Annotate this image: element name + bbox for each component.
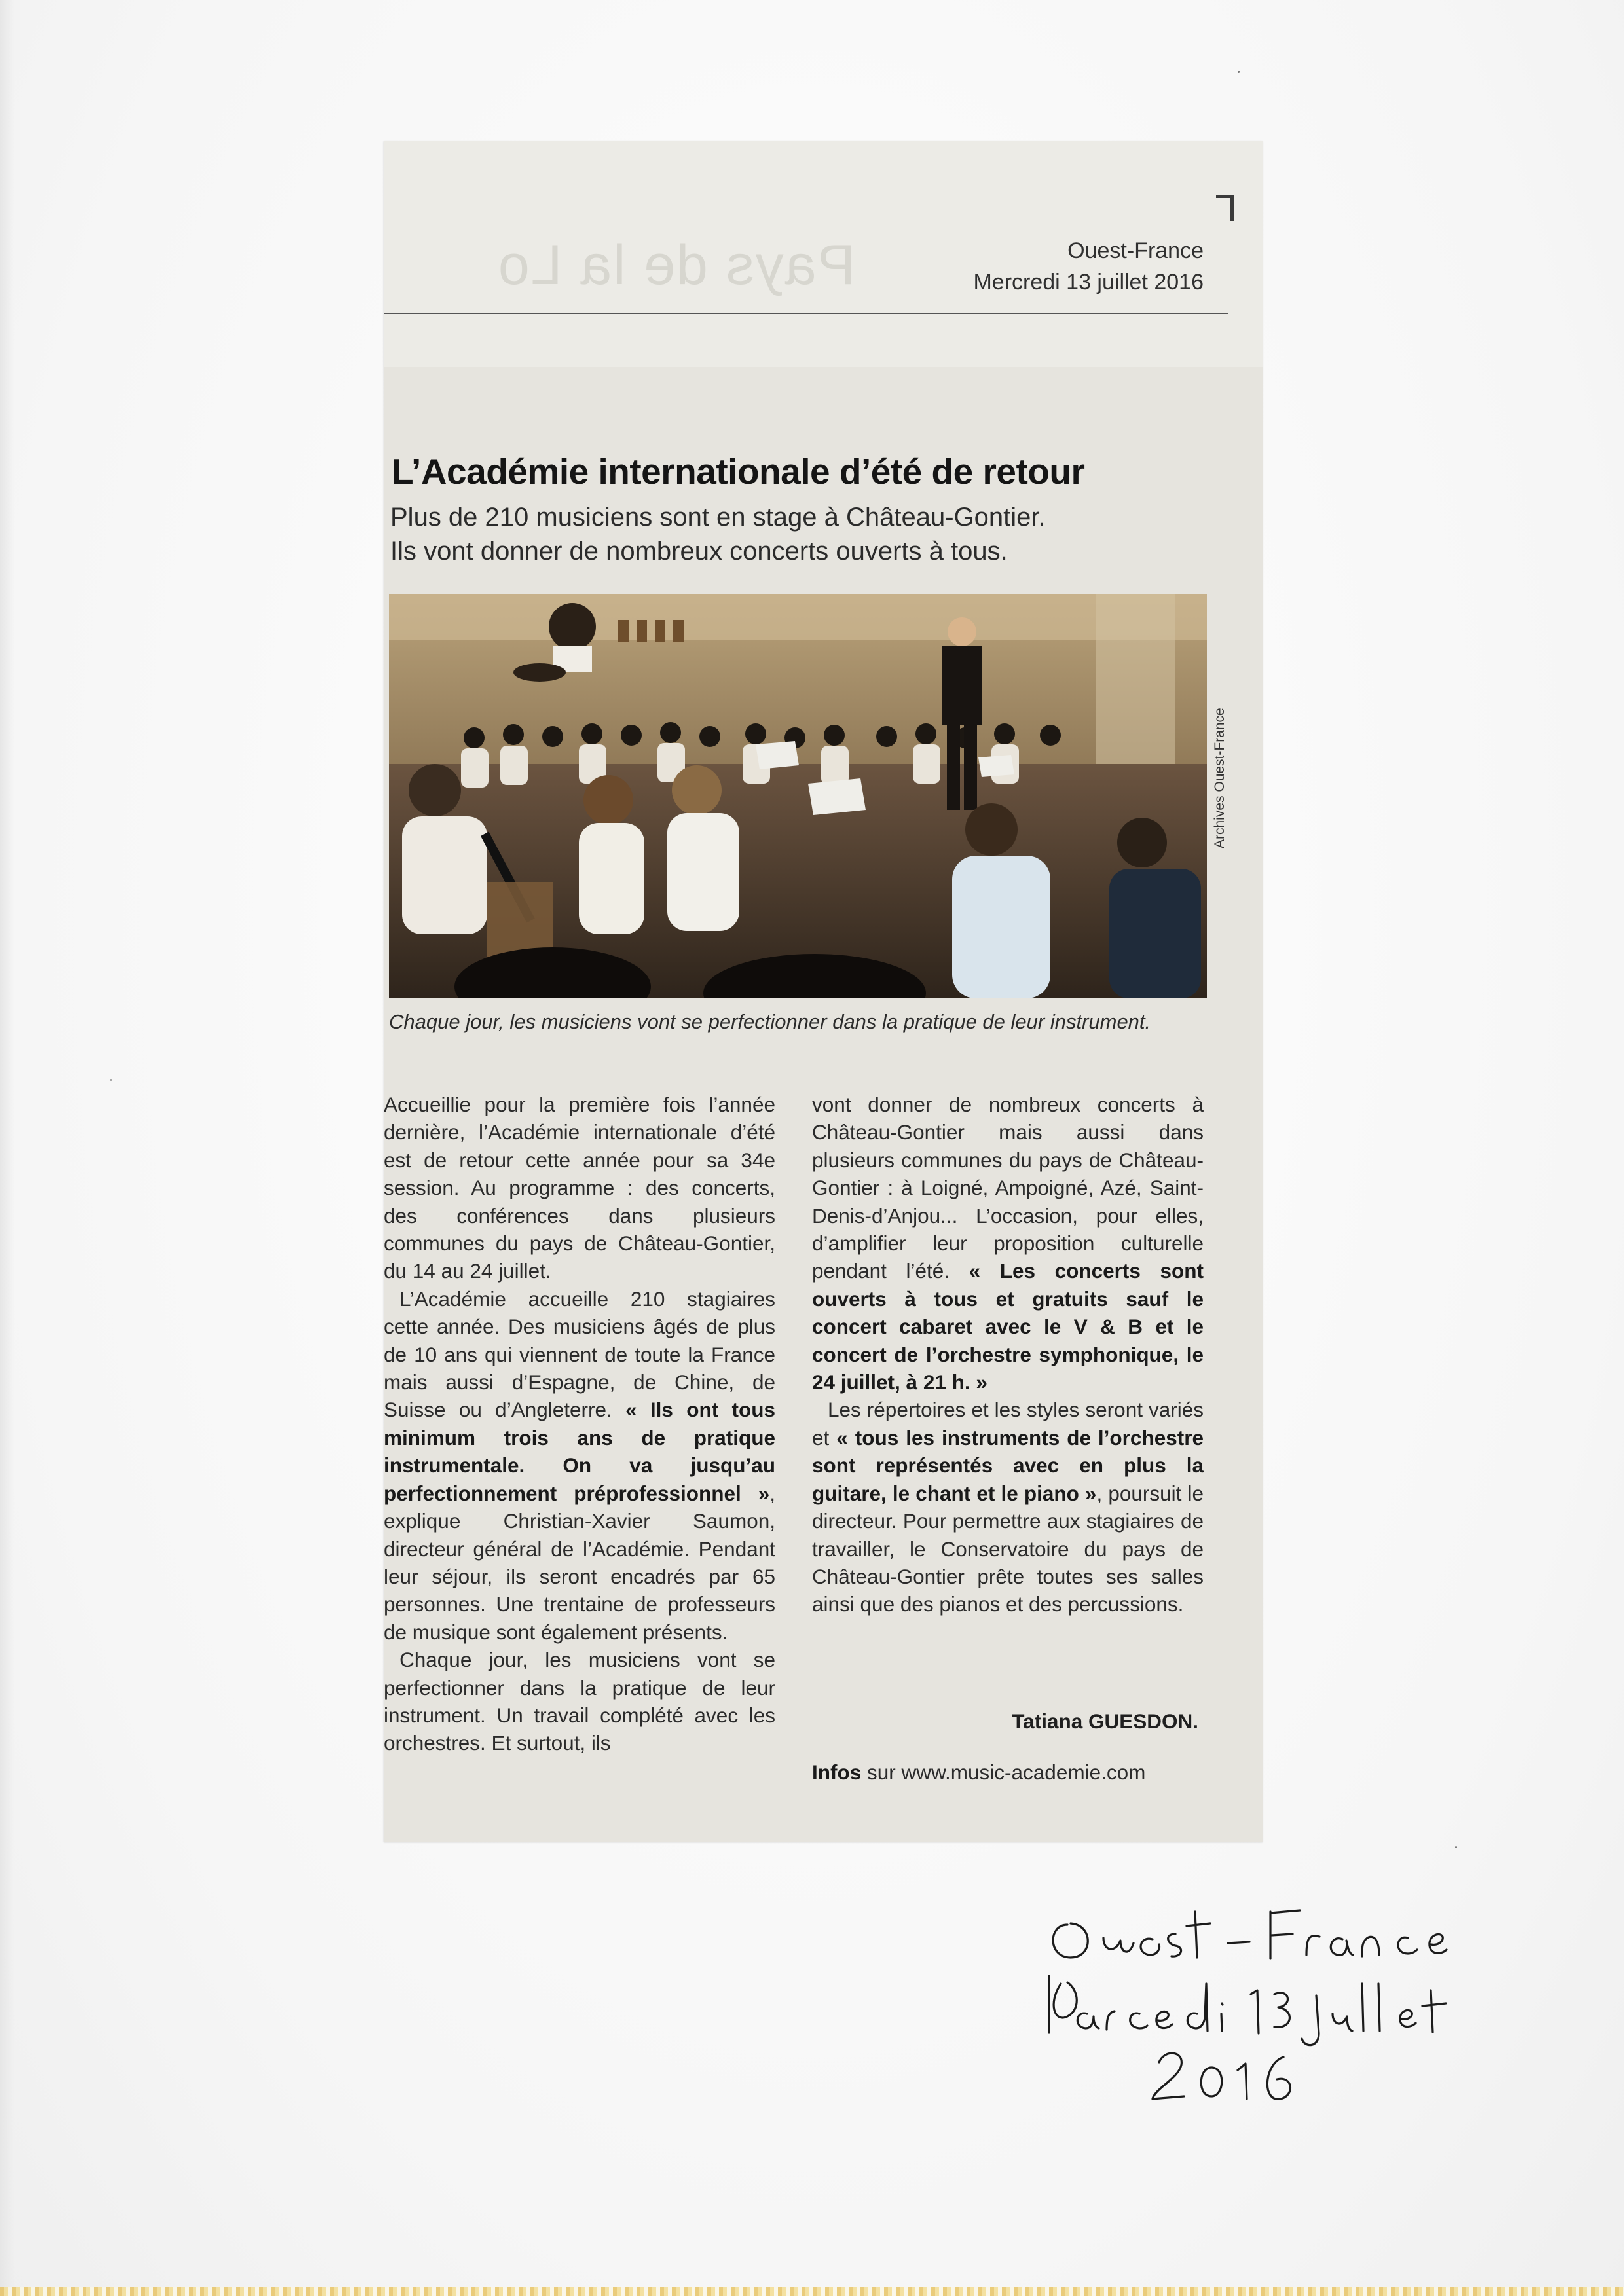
infos-label: Infos [812,1760,862,1784]
standfirst-line: Ils vont donner de nombreux concerts ouverts à tous. [390,537,1008,566]
scan-edge-shadow [0,0,14,2296]
handwritten-note [1041,1886,1500,2102]
paragraph [384,1285,775,1646]
paragraph: Accueillie pour la première fois l’année dernière, l’Académie internationale d’été est de retour cette année pour sa 34e session. Au programme : des concerts, des conférences dans plusieurs communes du pays de Château-Gontier, du 14 au 24 juillet. [384,1093,775,1283]
article-column-right [812,1091,1204,1618]
paragraph-text: L’Académie accueille 210 stagiaires cette année. Des musiciens âgés de plus de 10 ans qui viennent de toute la France mais aussi d’Espagne, de Chine, de Suisse ou d’Angleterre. [384,1286,775,1422]
publication-date: Mercredi 13 juillet 2016 [973,270,1204,295]
handwritten-note-drawing [1041,1886,1500,2102]
newspaper-clipping [384,141,1263,1842]
article-headline: L’Académie internationale d’été de retour [392,451,1085,492]
scanner-edge-strip [0,2287,1624,2296]
paragraph-text: , poursuit le directeur. Pour permettre aux stagiaires de travailler, le Conservatoire du pays de Château-Gontier prête toutes ses salles ainsi que des pianos et des percussions. [812,1481,1204,1616]
orchestra-photo [389,594,1207,998]
paragraph-text: , explique Christian-Xavier Saumon, directeur général de l’Académie. Pendant leur séjour, ils seront encadrés par 65 personnes. Une trentaine de professeurs de musique sont également présents. [384,1481,775,1644]
dust-speck [1238,71,1240,73]
header-rule [384,313,1228,314]
paragraph-text: Les répertoires et les styles seront variés et [812,1398,1204,1449]
quote: « Les concerts sont ouverts à tous et gratuits sauf le concert cabaret avec le V & B et le concert de l’orchestre symphonique, le 24 juillet, à 21 h. » [812,1259,1204,1394]
infos-line [812,1760,1145,1785]
infos-url: sur www.music-academie.com [861,1760,1146,1784]
orchestra-photo-drawing [389,594,1207,998]
dust-speck [110,1079,112,1081]
photo-caption: Chaque jour, les musiciens vont se perfectionner dans la pratique de leur instrument. [389,1010,1151,1033]
paragraph [812,1396,1204,1618]
paragraph [812,1091,1204,1396]
bleed-through-text: Pays de la Lo [496,234,855,297]
photo-credit: Archives Ouest-France [1212,708,1227,848]
article-standfirst [390,500,1242,568]
paragraph: Chaque jour, les musiciens vont se perfectionner dans la pratique de leur instrument. Un travail complété avec les orchestres. Et surtout, ils [384,1648,775,1755]
newspaper-name: Ouest-France [1067,238,1204,263]
quote: « tous les instruments de l’orchestre sont représentés avec en plus la guitare, le chant et le piano » [812,1425,1204,1505]
article-column-left [384,1091,775,1757]
quote: « Ils ont tous minimum trois ans de pratique instrumentale. On va jusqu’au perfectionnement préprofessionnel » [384,1398,775,1505]
article-author: Tatiana GUESDON. [1012,1709,1198,1733]
paragraph-text: vont donner de nombreux concerts à Château-Gontier mais aussi dans plusieurs communes du pays de Château-Gontier : à Loigné, Ampoigné, Azé, Saint-Denis-d’Anjou... L’occasion, pour elles, d’amplifier leur proposition culturelle pendant l’été. [812,1093,1204,1283]
dust-speck [1455,1846,1457,1848]
crop-mark [1216,195,1234,221]
standfirst-line: Plus de 210 musiciens sont en stage à Château-Gontier. [390,503,1046,532]
